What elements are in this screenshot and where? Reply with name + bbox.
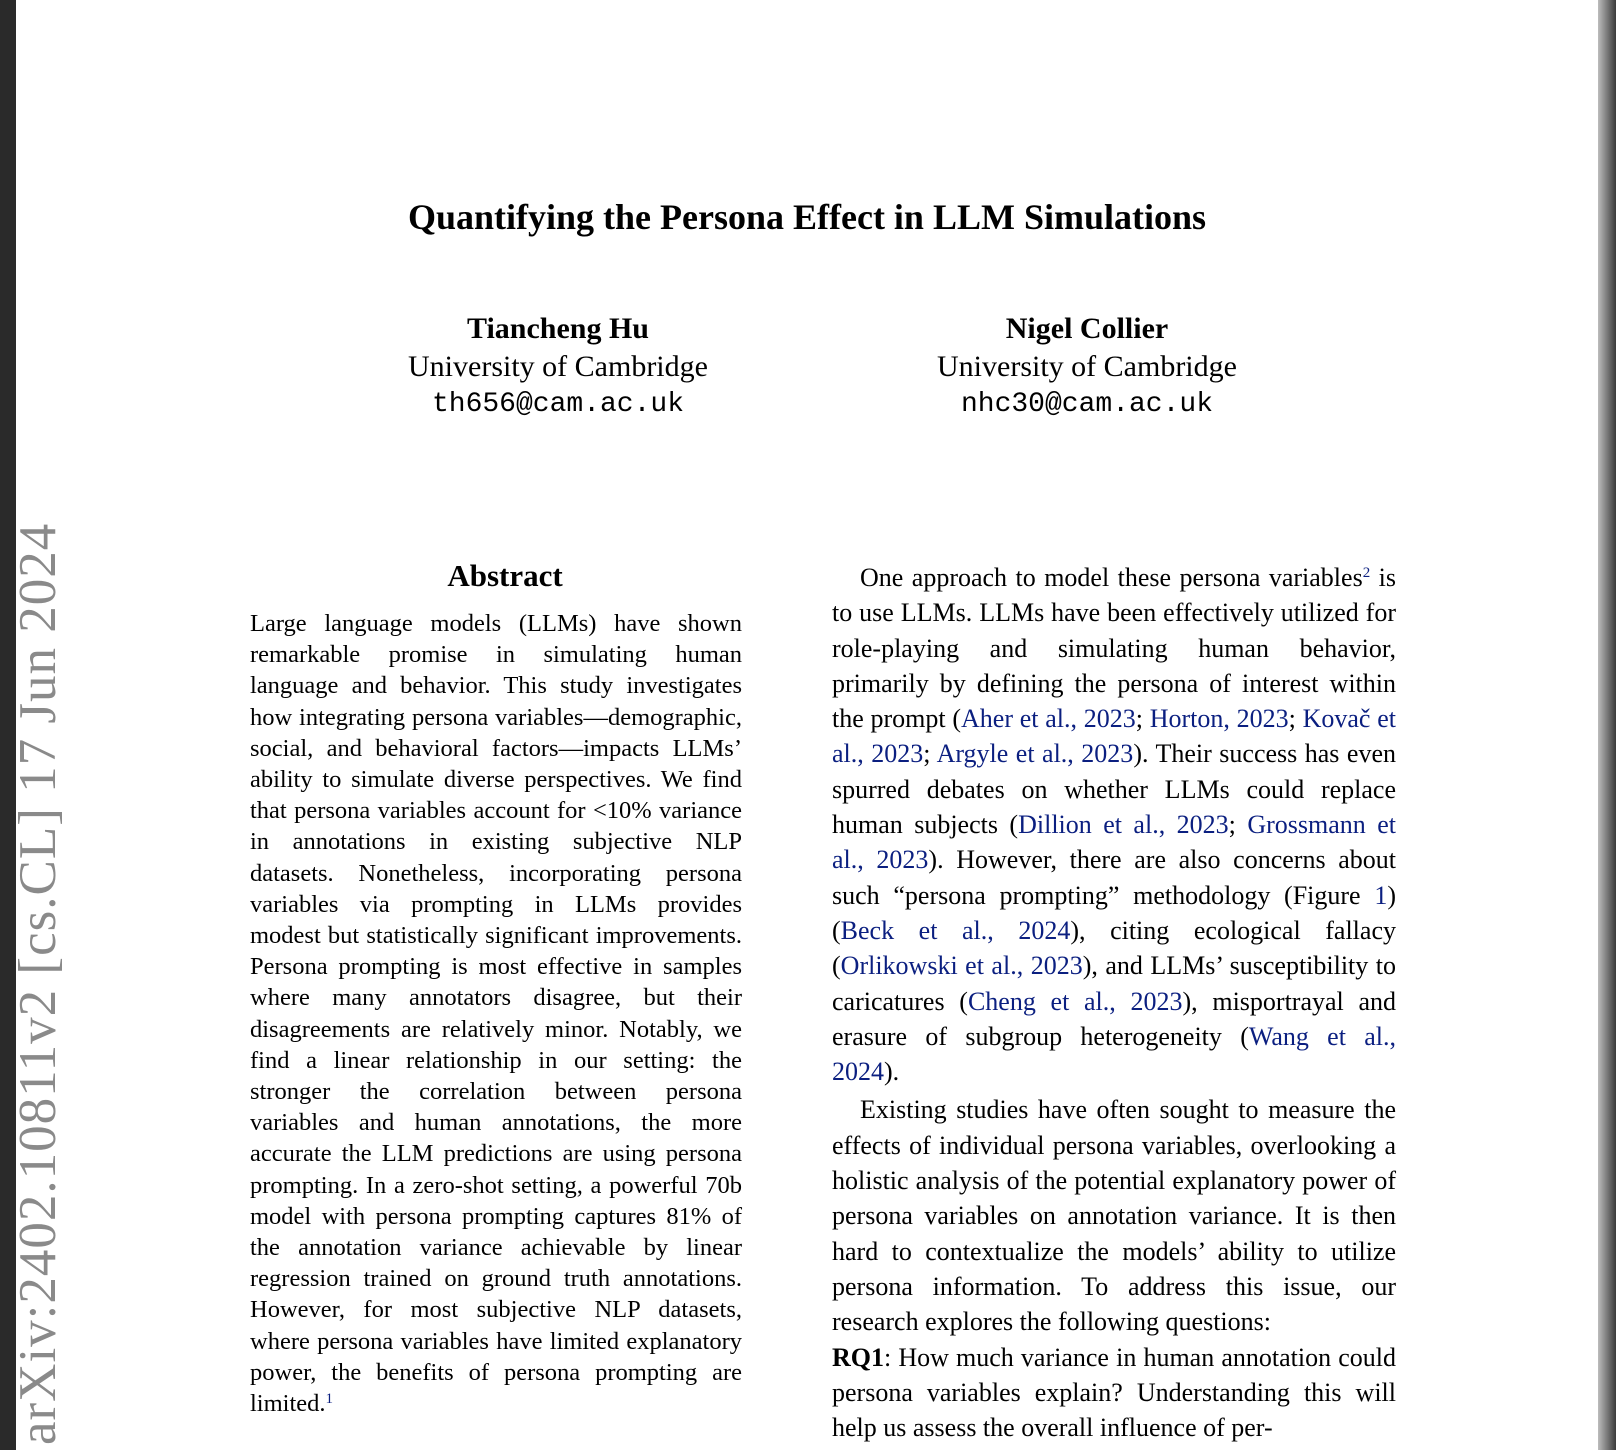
text-span: ). Their success has even spurred debates on whether LLMs could replace human subjects ( [832, 739, 1396, 840]
citation-link[interactable]: Orlikowski et al., 2023 [840, 951, 1083, 981]
paper-title: Quantifying the Persona Effect in LLM Simulations [407, 197, 1207, 237]
citation-link[interactable]: Cheng et al., 2023 [967, 986, 1183, 1016]
abstract-body: Large language models (LLMs) have shown remarkable promise in simulating human language and behavior. This study investigates how integrating persona variables—demographic, social, and behavioral factors—impacts LLMs’ ability to simulate diverse perspectives. We find that persona variables account for <10% variance in annotations in existing subjective NLP datasets. Nonetheless, incorporating persona variables via prompting in LLMs provides modest but statistically significant improvements. Persona prompting is most effective in samples where many annotators disagree, but their disagreements are relatively minor. Notably, we find a linear relationship in our setting: the stronger the correlation between persona variables and human annotations, the more accurate the LLM predictions are using persona prompting. In a zero-shot setting, a powerful 70b model with persona prompting captures 81% of the annotation variance achievable by linear regression trained on ground truth annotations. However, for most subjective NLP datasets, where persona variables have limited explanatory power, the benefits of persona prompting are limited. [250, 610, 742, 1418]
page-edge-shadow [1598, 0, 1616, 1450]
introduction-column [832, 560, 1396, 1445]
text-span: ), misportrayal and erasure of subgroup heterogeneity ( [832, 986, 1396, 1051]
abstract-text [250, 608, 742, 1419]
figure-reference-link[interactable]: 1 [1374, 880, 1388, 910]
citation-link[interactable]: Dillion et al., 2023 [1018, 810, 1229, 840]
footnote-marker-1[interactable]: 1 [325, 1391, 334, 1408]
paper-page [9, 0, 1598, 1450]
arxiv-identifier[interactable]: arXiv:2402.10811v2 [cs.CL] 17 Jun 2024 [9, 522, 67, 1445]
text-span: ). However, there are also concerns about such “persona prompting” methodology (Figure [832, 845, 1396, 910]
author-name: Nigel Collier [1005, 312, 1169, 345]
text-span: ), and LLMs’ susceptibility to caricatures ( [832, 951, 1397, 1016]
citation-link[interactable]: Kovač et al., 2023 [832, 704, 1396, 769]
text-span: ) ( [832, 880, 1396, 945]
intro-paragraph-2: Existing studies have often sought to measure the effects of individual persona variables, overlooking a holistic analysis of the potential explanatory power of persona variables on annotation variance. It is then hard to contextualize the models’ ability to utilize persona information. To address this issue, our research explores the following questions: [832, 1095, 1396, 1337]
author-name: Tiancheng Hu [466, 312, 649, 345]
citation-link[interactable]: Horton, 2023 [1149, 704, 1289, 734]
author-block [348, 310, 768, 424]
research-question-1 [832, 1340, 1396, 1446]
citation-link[interactable]: Argyle et al., 2023 [936, 739, 1134, 769]
abstract-heading: Abstract [447, 558, 563, 593]
citation-link[interactable]: Beck et al., 2024 [840, 915, 1071, 945]
text-span: ; [1135, 704, 1150, 734]
citation-link[interactable]: Grossmann et al., 2023 [832, 810, 1396, 875]
author-block [877, 310, 1297, 424]
text-span: ; [923, 739, 937, 769]
text-span: ), citing ecological fallacy ( [832, 915, 1396, 981]
citation-link[interactable]: Wang et al., 2024 [832, 1021, 1396, 1087]
author-affiliation: University of Cambridge [408, 350, 708, 383]
text-span: is to use LLMs. LLMs have been effectively utilized for role-playing and simulating human behavior, primarily by defining the persona of interest within the prompt ( [832, 563, 1396, 734]
footnote-marker-2[interactable]: 2 [1362, 565, 1371, 581]
author-email[interactable]: th656@cam.ac.uk [431, 389, 685, 420]
text-span: ; [1288, 704, 1303, 734]
author-affiliation: University of Cambridge [937, 350, 1237, 383]
text-span: One approach to model these persona variables [860, 563, 1363, 592]
author-email[interactable]: nhc30@cam.ac.uk [960, 389, 1214, 420]
rq1-text: : How much variance in human annotation could persona variables explain? Understanding this will help us assess the overall influence of per- [832, 1342, 1396, 1443]
citation-link[interactable]: Aher et al., 2023 [961, 704, 1136, 734]
text-span: ; [1228, 810, 1248, 840]
intro-paragraph-1 [832, 560, 1396, 1089]
rq1-label: RQ1 [832, 1342, 884, 1372]
text-span: ). [884, 1057, 900, 1087]
